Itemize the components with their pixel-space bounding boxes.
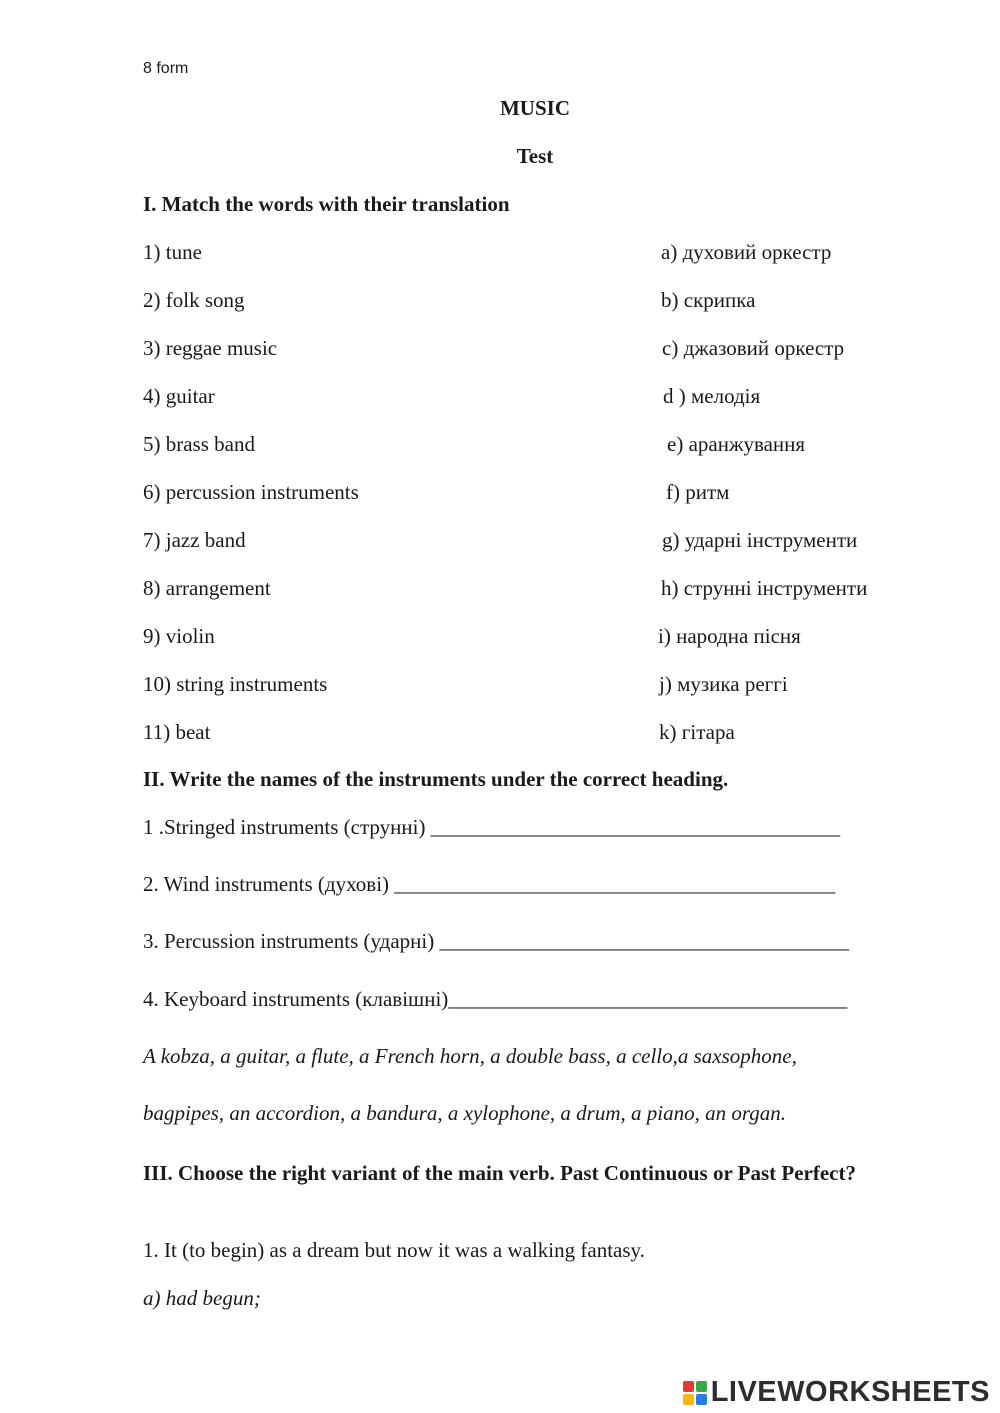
match-row: [0, 576, 1000, 606]
match-row: [0, 240, 1000, 270]
match-row: [0, 384, 1000, 414]
liveworksheets-logo: [683, 1376, 990, 1409]
answer-line-wind[interactable]: 2. Wind instruments (духові) __________________________________________: [143, 872, 836, 896]
word-bank-line-2: bagpipes, an accordion, a bandura, a xylophone, a drum, a piano, an organ.: [143, 1101, 786, 1125]
word-item: 11) beat: [143, 720, 211, 744]
answer-line-percussion[interactable]: 3. Percussion instruments (ударні) _______________________________________: [143, 929, 849, 953]
form-label: 8 form: [143, 60, 189, 77]
word-item: 3) reggae music: [143, 336, 278, 360]
translation-item: g) ударні інструменти: [662, 528, 858, 552]
logo-text: LIVEWORKSHEETS: [710, 1376, 990, 1408]
answer-line-keyboard[interactable]: 4. Keyboard instruments (клавішні)______________________________________: [143, 987, 848, 1011]
translation-item: j) музика реггі: [659, 672, 788, 696]
match-row: [0, 672, 1000, 702]
word-item: 8) arrangement: [143, 576, 271, 600]
word-bank-line-1: A kobza, a guitar, a flute, a French horn, a double bass, a cello,a saxsophone,: [143, 1044, 797, 1068]
question-1: 1. It (to begin) as a dream but now it was a walking fantasy.: [143, 1238, 645, 1262]
section-2-heading: II. Write the names of the instruments under the correct heading.: [143, 767, 729, 791]
option-a[interactable]: a) had begun;: [143, 1286, 261, 1310]
translation-item: e) аранжування: [667, 432, 806, 456]
page-subtitle: Test: [516, 144, 554, 168]
word-item: 9) violin: [143, 624, 215, 648]
word-item: 4) guitar: [143, 384, 215, 408]
match-row: [0, 480, 1000, 510]
word-item: 7) jazz band: [143, 528, 246, 552]
word-item: 5) brass band: [143, 432, 255, 456]
match-row: [0, 528, 1000, 558]
match-row: [0, 336, 1000, 366]
translation-item: i) народна пісня: [658, 624, 801, 648]
logo-mark-icon: [683, 1381, 707, 1405]
match-row: [0, 720, 1000, 750]
translation-item: b) скрипка: [661, 288, 756, 312]
section-1-heading: I. Match the words with their translation: [143, 192, 510, 216]
match-row: [0, 624, 1000, 654]
word-item: 10) string instruments: [143, 672, 328, 696]
match-row: [0, 432, 1000, 462]
word-item: 2) folk song: [143, 288, 245, 312]
translation-item: d ) мелодія: [663, 384, 761, 408]
translation-item: a) духовий оркестр: [661, 240, 832, 264]
match-row: [0, 288, 1000, 318]
word-item: 1) tune: [143, 240, 202, 264]
translation-item: h) струнні інструменти: [661, 576, 868, 600]
translation-item: k) гітара: [659, 720, 735, 744]
word-item: 6) percussion instruments: [143, 480, 359, 504]
translation-item: f) ритм: [666, 480, 730, 504]
section-3-heading: III. Choose the right variant of the main verb. Past Continuous or Past Perfect?: [143, 1161, 856, 1185]
translation-item: c) джазовий оркестр: [662, 336, 845, 360]
answer-line-stringed[interactable]: 1 .Stringed instruments (струнні) _______________________________________: [143, 815, 841, 839]
page-title: MUSIC: [499, 96, 570, 120]
